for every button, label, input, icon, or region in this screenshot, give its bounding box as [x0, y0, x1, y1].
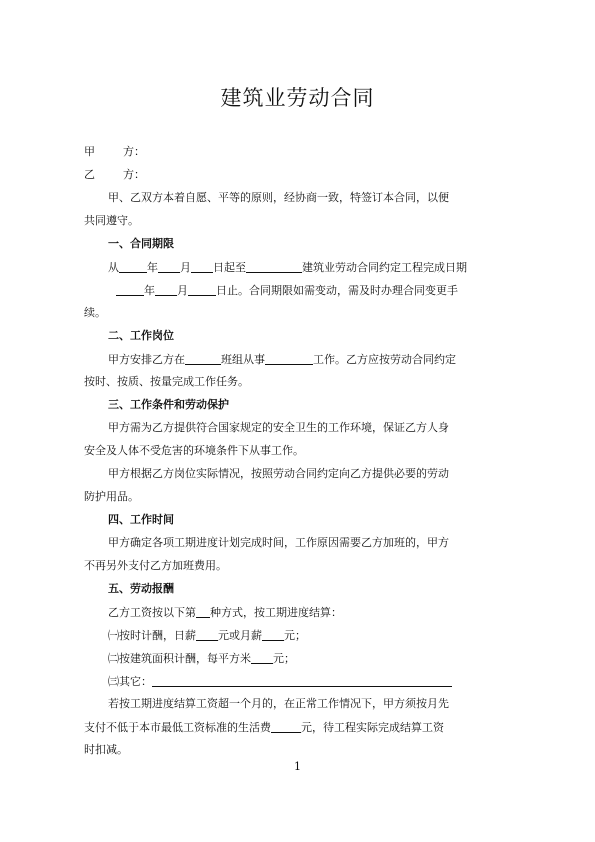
section-2-heading: 二、工作岗位 [108, 329, 174, 342]
preamble-line-1: 甲、乙双方本着自愿、平等的原则，经协商一致，特签订本合同，以便 [108, 191, 449, 204]
section-3-line-2: 安全及人体不受危害的环境条件下从事工作。 [84, 444, 304, 457]
daily-wage-blank[interactable] [196, 628, 218, 641]
s5-l2-prefix: ㈠按时计酬，日薪 [108, 629, 196, 642]
section-3-line-1: 甲方需为乙方提供符合国家规定的安全卫生的工作环境，保证乙方人身 [108, 421, 449, 434]
section-5-line-7: 时扣减。 [84, 743, 128, 756]
end-day-blank[interactable] [188, 283, 216, 296]
party-b-label: 乙 [84, 168, 95, 181]
section-1-line-1 [108, 260, 524, 275]
party-b-line [84, 168, 524, 182]
s1-month: 月 [180, 261, 191, 274]
s1-day: 日起至 [213, 261, 246, 274]
s5-l6-prefix: 支付不低于本市最低工资标准的生活费 [84, 721, 271, 734]
section-1-heading: 一、合同期限 [108, 237, 174, 250]
s5-l1-prefix: 乙方工资按以下第 [108, 606, 196, 619]
section-5-line-3 [108, 651, 524, 666]
monthly-wage-blank[interactable] [262, 628, 284, 641]
s5-l4-prefix: ㈢其它： [108, 675, 152, 688]
section-5-heading: 五、劳动报酬 [108, 582, 174, 595]
pay-method-blank[interactable] [196, 605, 210, 618]
team-blank[interactable] [185, 352, 221, 365]
party-b-suffix: 方： [123, 168, 145, 181]
start-year-blank[interactable] [119, 260, 147, 273]
party-a-suffix: 方： [123, 145, 145, 158]
s1-year2: 年 [144, 284, 155, 297]
section-4-line-1: 甲方确定各项工期进度计划完成时间，工作原因需要乙方加班的，甲方 [108, 536, 449, 549]
section-5-line-4 [108, 674, 524, 689]
other-method-blank[interactable] [152, 674, 452, 687]
section-5-line-2 [108, 628, 524, 643]
s5-l6-suffix: 元，待工程实际完成结算工资 [301, 721, 444, 734]
section-2-line-1 [108, 352, 524, 367]
section-4-heading: 四、工作时间 [108, 513, 174, 526]
section-2-line-2: 按时、按质、按量完成工作任务。 [84, 375, 249, 388]
s1-year: 年 [147, 261, 158, 274]
s5-l2-mid: 元或月薪 [218, 629, 262, 642]
job-blank[interactable] [265, 352, 313, 365]
end-blank[interactable] [246, 260, 302, 273]
s1-day2: 日止。合同期限如需变动，需及时办理合同变更手 [216, 284, 458, 297]
start-day-blank[interactable] [191, 260, 213, 273]
start-month-blank[interactable] [158, 260, 180, 273]
section-5-line-5: 若按工期进度结算工资超一个月的，在正常工作情况下，甲方须按月先 [108, 697, 449, 710]
end-month-blank[interactable] [155, 283, 177, 296]
party-a-label: 甲 [84, 145, 95, 158]
s5-l1-suffix: 种方式，按工期进度结算： [210, 606, 342, 619]
s1-month2: 月 [177, 284, 188, 297]
section-3-heading: 三、工作条件和劳动保护 [108, 398, 229, 411]
section-3-line-3: 甲方根据乙方岗位实际情况，按照劳动合同约定向乙方提供必要的劳动 [108, 467, 449, 480]
end-year-blank[interactable] [116, 283, 144, 296]
s2-prefix: 甲方安排乙方在 [108, 353, 185, 366]
section-3-line-4: 防护用品。 [84, 490, 139, 503]
living-allowance-blank[interactable] [271, 720, 301, 733]
s1-from: 从 [108, 261, 119, 274]
s1-end-desc: 建筑业劳动合同约定工程完成日期 [302, 261, 467, 274]
party-a-line [84, 145, 524, 159]
s2-mid: 班组从事 [221, 353, 265, 366]
area-rate-blank[interactable] [251, 651, 273, 664]
section-5-line-1 [108, 605, 524, 620]
page-number: 1 [294, 760, 301, 773]
section-5-line-6 [84, 720, 524, 735]
s5-l2-suffix: 元； [284, 629, 306, 642]
s5-l3-prefix: ㈡按建筑面积计酬，每平方米 [108, 652, 251, 665]
section-1-line-3: 续。 [84, 306, 106, 319]
preamble-line-2: 共同遵守。 [84, 214, 139, 227]
s5-l3-suffix: 元； [273, 652, 295, 665]
document-title: 建筑业劳动合同 [220, 86, 375, 110]
section-4-line-2: 不再另外支付乙方加班费用。 [84, 559, 227, 572]
section-1-line-2 [108, 283, 524, 298]
s2-suffix: 工作。乙方应按劳动合同约定 [313, 353, 456, 366]
